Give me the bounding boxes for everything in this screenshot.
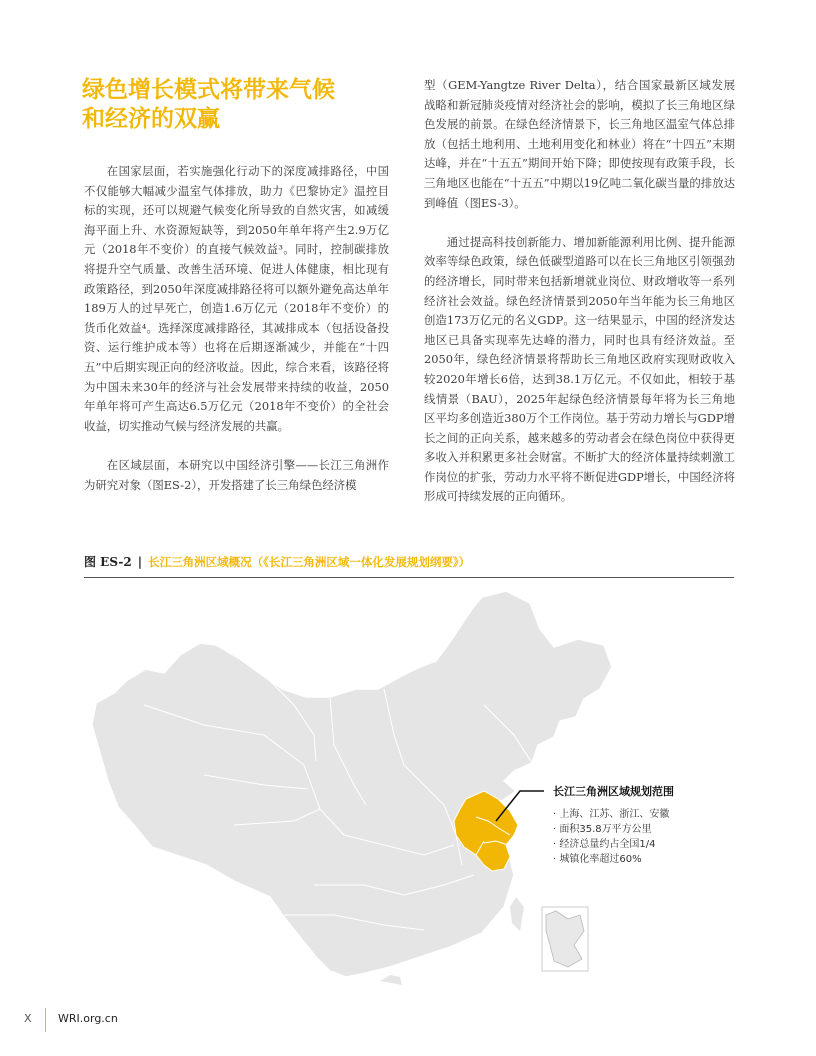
figure-title: 长江三角洲区域概况（《长江三角洲区域一体化发展规划纲要》） bbox=[148, 555, 471, 569]
headline-line-2: 和经济的双赢 bbox=[82, 106, 220, 132]
left-column bbox=[84, 162, 389, 495]
figure-caption bbox=[84, 553, 734, 571]
legend-list bbox=[553, 807, 674, 867]
legend-item-area: · 面积35.8万平方公里 bbox=[553, 822, 674, 837]
paragraph-regional: 在区域层面，本研究以中国经济引擎——长江三角洲作为研究对象（图ES-2），开发搭建了长三角绿色经济模 bbox=[84, 457, 389, 492]
paragraph-national: 在国家层面，若实施强化行动下的深度减排路径，中国不仅能够大幅减少温室气体排放，助力《巴黎协定》温控目标的实现，还可以规避气候变化所导致的自然灾害，如减缓海平面上升、水资源短缺等，到2050年单年将产生2.9万亿元（2018年不变价）的直接气候效益³。同时，控制碳排放将提升空气质量、改善生活环境、促进人体健康，相比现有政策路径，到2050年深度减排路径将可以额外避免高达单年189万人的过早死亡，创造1.6万亿元（2018年不变价）的货币化效益⁴。选择深度减排路径，其减排成本（包括设备投资、运行维护成本等）也将在后期逐渐减少，并能在“十四五”中后期实现正向的经济收益。因此，综合来看，该路径将为中国未来30年的经济与社会发展带来持续的收益，2050年单年将可产生高达6.5万亿元（2018年不变价）的全社会收益，切实推动气候与经济发展的共赢。 bbox=[84, 164, 389, 433]
website-url: WRI.org.cn bbox=[58, 1012, 118, 1025]
headline bbox=[82, 76, 382, 134]
paragraph-regional-continued: 型（GEM-Yangtze River Delta），结合国家最新区域发展战略和新冠肺炎疫情对经济社会的影响，模拟了长三角地区绿色发展的前景。在绿色经济情景下，长三角地区温室气体总排放（包括土地利用、土地利用变化和林业）将在“十四五”末期达峰，并在“十五五”期间开始下降；即使按现有政策手段，长三角地区也能在“十五五”中期以19亿吨二氧化碳当量的排放达到峰值（图ES-3）。 bbox=[424, 78, 735, 210]
taiwan-island bbox=[510, 897, 524, 931]
right-column bbox=[424, 76, 735, 507]
figure-divider bbox=[84, 577, 734, 578]
legend-item-economy: · 经济总量约占全国1/4 bbox=[553, 837, 674, 852]
legend-title: 长江三角洲区域规划范围 bbox=[553, 785, 674, 798]
figure-separator: | bbox=[137, 555, 143, 569]
map-legend bbox=[553, 783, 674, 867]
paragraph-green-growth: 通过提高科技创新能力、增加新能源利用比例、提升能源效率等绿色政策，绿色低碳型道路可以在长三角地区引领强劲的经济增长，同时带来包括新增就业岗位、财政增收等一系列经济社会效益。绿色经济情景到2050年当年能为长三角地区创造173万亿元的名义GDP。这一结果显示，中国的经济发达地区已具备实现率先达峰的潜力，同时也具有经济效益。至2050年，绿色经济情景将帮助长三角地区政府实现财政收入较2020年增长6倍，达到38.1万亿元。不仅如此，相较于基线情景（BAU），2025年起绿色经济情景每年将为长三角地区平均多创造近380万个工作岗位。基于劳动力增长与GDP增长之间的正向关系，越来越多的劳动者会在绿色岗位中获得更多收入并积累更多社会财富。不断扩大的经济体量持续刺激工作岗位的扩张，劳动力水平将不断促进GDP增长，中国经济将形成可持续发展的正向循环。 bbox=[424, 234, 735, 504]
footer-divider bbox=[45, 1008, 46, 1032]
legend-item-urbanization: · 城镇化率超过60% bbox=[553, 852, 674, 867]
page-number: X bbox=[24, 1012, 32, 1025]
legend-item-provinces: · 上海、江苏、浙江、安徽 bbox=[553, 807, 674, 822]
figure-number: 图 ES-2 bbox=[84, 555, 132, 569]
hainan-island bbox=[380, 975, 402, 985]
headline-line-1: 绿色增长模式将带来气候 bbox=[82, 77, 335, 103]
